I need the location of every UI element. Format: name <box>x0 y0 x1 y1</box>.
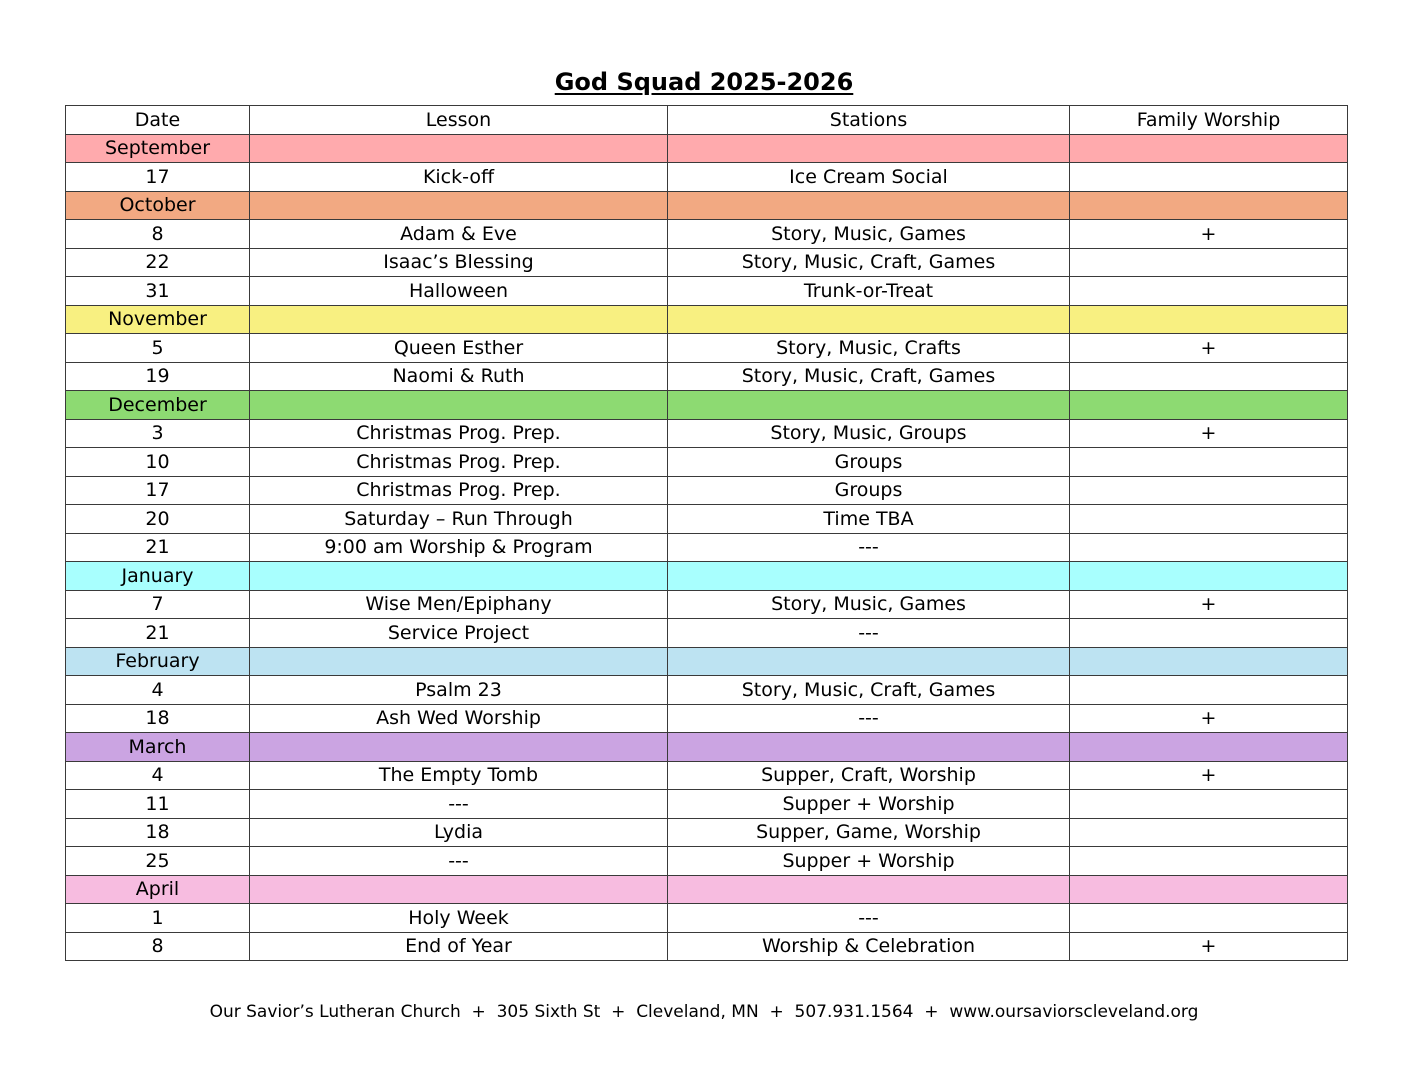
month-stations-cell <box>668 391 1070 420</box>
schedule-row <box>66 619 1348 648</box>
family-worship-cell <box>1070 362 1348 391</box>
date-cell: 11 <box>66 790 250 819</box>
lesson-cell: Isaac’s Blessing <box>250 248 668 277</box>
schedule-row <box>66 676 1348 705</box>
stations-cell: Story, Music, Craft, Games <box>668 676 1070 705</box>
schedule-body <box>66 134 1348 961</box>
stations-cell: Ice Cream Social <box>668 163 1070 192</box>
month-stations-cell <box>668 134 1070 163</box>
month-row <box>66 647 1348 676</box>
family-worship-cell <box>1070 476 1348 505</box>
month-lesson-cell <box>250 647 668 676</box>
stations-cell: Supper + Worship <box>668 790 1070 819</box>
stations-cell: Time TBA <box>668 505 1070 534</box>
month-lesson-cell <box>250 134 668 163</box>
stations-cell: --- <box>668 533 1070 562</box>
footer-contact-line: Our Savior’s Lutheran Church + 305 Sixth St + Cleveland, MN + 507.931.1564 + www.oursaviorscleveland.org <box>209 1002 1199 1022</box>
schedule-row <box>66 932 1348 961</box>
schedule-row <box>66 248 1348 277</box>
family-worship-cell <box>1070 277 1348 306</box>
stations-cell: Story, Music, Games <box>668 590 1070 619</box>
date-cell: 21 <box>66 619 250 648</box>
page-title: God Squad 2025-2026 <box>554 68 854 96</box>
schedule-row <box>66 761 1348 790</box>
family-worship-cell: + <box>1070 704 1348 733</box>
date-cell: 18 <box>66 818 250 847</box>
month-stations-cell <box>668 305 1070 334</box>
lesson-cell: Christmas Prog. Prep. <box>250 419 668 448</box>
month-label: April <box>66 875 250 904</box>
schedule-row <box>66 476 1348 505</box>
lesson-cell: Service Project <box>250 619 668 648</box>
lesson-cell: Christmas Prog. Prep. <box>250 448 668 477</box>
schedule-row <box>66 533 1348 562</box>
month-lesson-cell <box>250 391 668 420</box>
family-worship-cell <box>1070 448 1348 477</box>
header-row <box>66 106 1348 135</box>
schedule-row <box>66 334 1348 363</box>
date-cell: 18 <box>66 704 250 733</box>
schedule-row <box>66 362 1348 391</box>
schedule-row <box>66 790 1348 819</box>
lesson-cell: Lydia <box>250 818 668 847</box>
lesson-cell: Adam & Eve <box>250 220 668 249</box>
lesson-cell: Holy Week <box>250 904 668 933</box>
date-cell: 8 <box>66 932 250 961</box>
lesson-cell: Psalm 23 <box>250 676 668 705</box>
stations-cell: --- <box>668 619 1070 648</box>
family-worship-cell <box>1070 533 1348 562</box>
date-cell: 10 <box>66 448 250 477</box>
date-cell: 22 <box>66 248 250 277</box>
schedule-row <box>66 847 1348 876</box>
family-worship-cell: + <box>1070 932 1348 961</box>
family-worship-cell: + <box>1070 220 1348 249</box>
month-label: February <box>66 647 250 676</box>
schedule-row <box>66 163 1348 192</box>
family-worship-cell <box>1070 847 1348 876</box>
stations-cell: Supper, Craft, Worship <box>668 761 1070 790</box>
date-cell: 31 <box>66 277 250 306</box>
stations-cell: Supper, Game, Worship <box>668 818 1070 847</box>
schedule-row <box>66 505 1348 534</box>
schedule-row <box>66 277 1348 306</box>
lesson-cell: Wise Men/Epiphany <box>250 590 668 619</box>
lesson-cell: Christmas Prog. Prep. <box>250 476 668 505</box>
date-cell: 17 <box>66 163 250 192</box>
stations-cell: Trunk-or-Treat <box>668 277 1070 306</box>
family-worship-cell <box>1070 619 1348 648</box>
stations-cell: Groups <box>668 448 1070 477</box>
date-cell: 4 <box>66 761 250 790</box>
lesson-column-header: Lesson <box>250 106 668 135</box>
stations-cell: Story, Music, Craft, Games <box>668 248 1070 277</box>
family-worship-cell <box>1070 248 1348 277</box>
date-cell: 17 <box>66 476 250 505</box>
month-row <box>66 391 1348 420</box>
month-label: March <box>66 733 250 762</box>
month-family-cell <box>1070 733 1348 762</box>
schedule-row <box>66 590 1348 619</box>
family-worship-cell <box>1070 163 1348 192</box>
month-stations-cell <box>668 875 1070 904</box>
family-worship-column-header: Family Worship <box>1070 106 1348 135</box>
date-cell: 3 <box>66 419 250 448</box>
month-label: September <box>66 134 250 163</box>
month-row <box>66 562 1348 591</box>
month-family-cell <box>1070 562 1348 591</box>
stations-cell: Story, Music, Crafts <box>668 334 1070 363</box>
date-cell: 4 <box>66 676 250 705</box>
date-cell: 8 <box>66 220 250 249</box>
month-lesson-cell <box>250 733 668 762</box>
schedule-row <box>66 220 1348 249</box>
date-cell: 20 <box>66 505 250 534</box>
month-label: October <box>66 191 250 220</box>
month-family-cell <box>1070 305 1348 334</box>
lesson-cell: Naomi & Ruth <box>250 362 668 391</box>
family-worship-cell: + <box>1070 334 1348 363</box>
month-lesson-cell <box>250 562 668 591</box>
month-family-cell <box>1070 191 1348 220</box>
date-cell: 5 <box>66 334 250 363</box>
date-cell: 7 <box>66 590 250 619</box>
month-family-cell <box>1070 875 1348 904</box>
month-label: November <box>66 305 250 334</box>
schedule-row <box>66 704 1348 733</box>
family-worship-cell: + <box>1070 419 1348 448</box>
month-row <box>66 875 1348 904</box>
stations-cell: Story, Music, Craft, Games <box>668 362 1070 391</box>
month-lesson-cell <box>250 875 668 904</box>
date-cell: 1 <box>66 904 250 933</box>
month-family-cell <box>1070 134 1348 163</box>
stations-cell: Story, Music, Groups <box>668 419 1070 448</box>
stations-column-header: Stations <box>668 106 1070 135</box>
schedule-row <box>66 448 1348 477</box>
lesson-cell: The Empty Tomb <box>250 761 668 790</box>
date-column-header: Date <box>66 106 250 135</box>
month-lesson-cell <box>250 191 668 220</box>
month-stations-cell <box>668 562 1070 591</box>
lesson-cell: End of Year <box>250 932 668 961</box>
lesson-cell: Ash Wed Worship <box>250 704 668 733</box>
family-worship-cell <box>1070 505 1348 534</box>
family-worship-cell <box>1070 676 1348 705</box>
lesson-cell: Queen Esther <box>250 334 668 363</box>
family-worship-cell: + <box>1070 761 1348 790</box>
lesson-cell: Kick-off <box>250 163 668 192</box>
stations-cell: Groups <box>668 476 1070 505</box>
stations-cell: Supper + Worship <box>668 847 1070 876</box>
schedule-row <box>66 904 1348 933</box>
month-family-cell <box>1070 647 1348 676</box>
stations-cell: --- <box>668 904 1070 933</box>
stations-cell: --- <box>668 704 1070 733</box>
schedule-row <box>66 419 1348 448</box>
lesson-cell: Halloween <box>250 277 668 306</box>
family-worship-cell <box>1070 904 1348 933</box>
month-stations-cell <box>668 191 1070 220</box>
month-row <box>66 191 1348 220</box>
family-worship-cell <box>1070 790 1348 819</box>
schedule-table <box>65 105 1348 961</box>
schedule-row <box>66 818 1348 847</box>
family-worship-cell: + <box>1070 590 1348 619</box>
lesson-cell: Saturday – Run Through <box>250 505 668 534</box>
month-row <box>66 305 1348 334</box>
month-stations-cell <box>668 733 1070 762</box>
date-cell: 21 <box>66 533 250 562</box>
month-label: December <box>66 391 250 420</box>
month-row <box>66 134 1348 163</box>
date-cell: 19 <box>66 362 250 391</box>
lesson-cell: --- <box>250 790 668 819</box>
lesson-cell: 9:00 am Worship & Program <box>250 533 668 562</box>
month-lesson-cell <box>250 305 668 334</box>
month-row <box>66 733 1348 762</box>
month-family-cell <box>1070 391 1348 420</box>
stations-cell: Story, Music, Games <box>668 220 1070 249</box>
family-worship-cell <box>1070 818 1348 847</box>
date-cell: 25 <box>66 847 250 876</box>
month-label: January <box>66 562 250 591</box>
stations-cell: Worship & Celebration <box>668 932 1070 961</box>
lesson-cell: --- <box>250 847 668 876</box>
month-stations-cell <box>668 647 1070 676</box>
